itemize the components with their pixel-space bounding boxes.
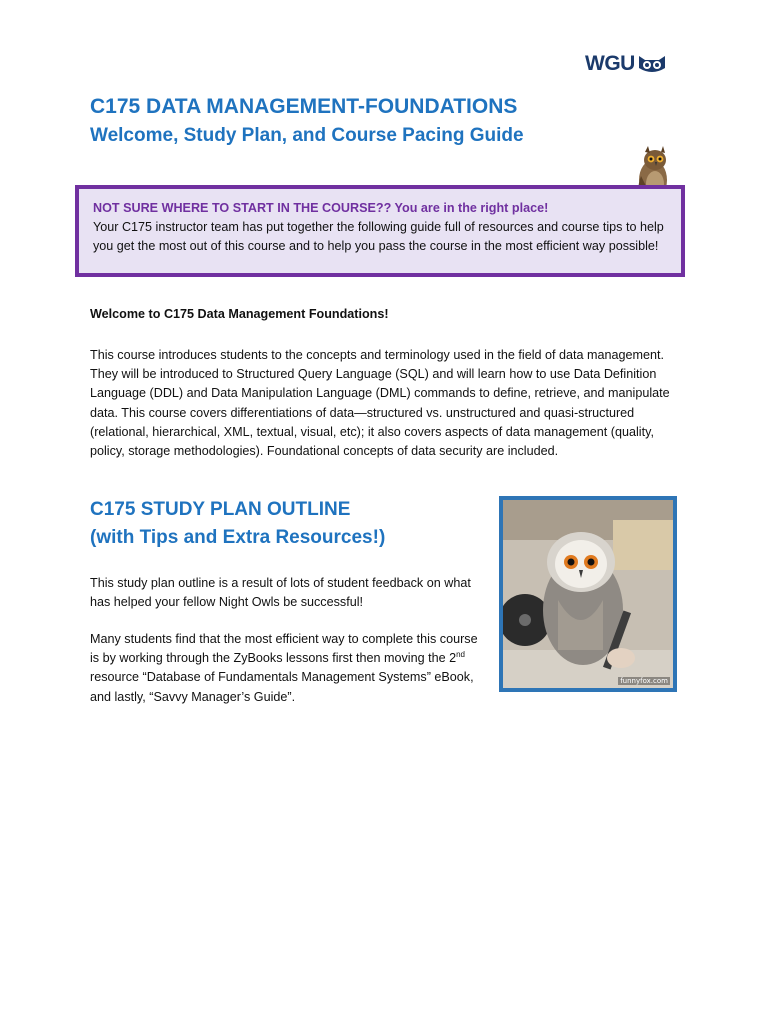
paragraph-2-superscript: nd [456, 650, 466, 660]
wgu-logo [585, 52, 667, 76]
paragraph-2-part-2: resource “Database of Fundamentals Management Systems” eBook, and lastly, “Savvy Manager’s Guide”. [90, 670, 474, 704]
wgu-logo-text: WGU [585, 52, 635, 75]
callout-headline: NOT SURE WHERE TO START IN THE COURSE?? You are in the right place! [93, 201, 549, 215]
study-plan-subtitle: (with Tips and Extra Resources!) [90, 527, 386, 548]
study-plan-paragraph-2 [90, 630, 490, 707]
callout-body: Your C175 instructor team has put together the following guide full of resources and course tips to help you get the most out of this course and to help you pass the course in the most efficient way possible! [93, 220, 664, 254]
photo-caption: funnyfox.com [620, 677, 668, 685]
owl-photo-image [503, 500, 673, 688]
study-plan-title: C175 STUDY PLAN OUTLINE [90, 499, 351, 520]
paragraph-2-part-1: Many students find that the most efficient way to complete this course is by working through the ZyBooks lessons first then moving the 2 [90, 632, 478, 666]
page-title: C175 DATA MANAGEMENT-FOUNDATIONS [90, 95, 518, 118]
intro-paragraph: This course introduces students to the concepts and terminology used in the field of data management. They will be introduced to Structured Query Language (SQL) and will learn how to use Data Definition Language (DDL) and Data Manipulation Language (DML) commands to define, retrieve, and manipulate data. This course covers differentiations of data—structured vs. unstructured and quasi-structured (relational, hierarchical, XML, textual, visual, etc); it also covers aspects of data management (quality, policy, storage methodologies). Foundational concepts of data security are included. [90, 348, 670, 459]
wgu-owl-logo-icon [637, 54, 667, 74]
page-subtitle: Welcome, Study Plan, and Course Pacing Guide [90, 125, 524, 146]
callout-box [75, 185, 685, 277]
owl-photo [499, 496, 677, 692]
welcome-heading: Welcome to C175 Data Management Foundations! [90, 307, 389, 321]
study-plan-paragraph-1: This study plan outline is a result of lots of student feedback on what has helped your fellow Night Owls be successful! [90, 576, 471, 610]
